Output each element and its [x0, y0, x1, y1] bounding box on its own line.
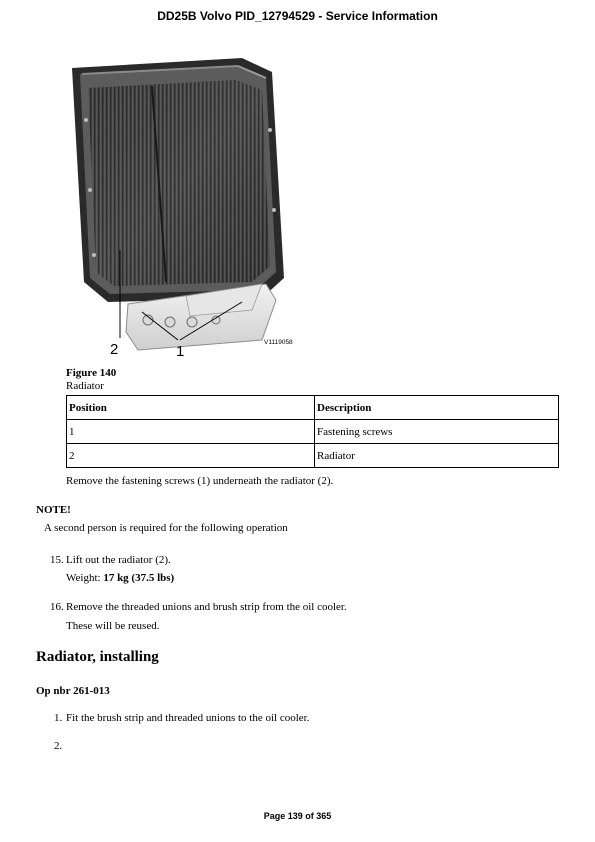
- callout-1: 1: [176, 343, 185, 360]
- table-header-position: Position: [67, 396, 315, 420]
- radiator-image: [66, 50, 318, 362]
- figure-number: Figure 140: [66, 367, 117, 379]
- position-table: [66, 395, 559, 468]
- step-15-number: 15.: [50, 554, 64, 566]
- table-cell: Fastening screws: [315, 420, 559, 444]
- step-15-text: Lift out the radiator (2).: [66, 554, 171, 566]
- table-cell: 1: [67, 420, 315, 444]
- note-label: NOTE!: [36, 504, 71, 516]
- step-16-text: Remove the threaded unions and brush strip from the oil cooler.: [66, 601, 347, 613]
- table-cell: 2: [67, 444, 315, 468]
- step-16-subtext: These will be reused.: [66, 620, 160, 632]
- step-2-number: 2.: [54, 740, 63, 752]
- step-1-number: 1.: [54, 712, 63, 724]
- figure-title: Radiator: [66, 380, 104, 392]
- table-row: [67, 444, 559, 468]
- section-title: Radiator, installing: [36, 649, 159, 665]
- remove-instruction: Remove the fastening screws (1) underneath the radiator (2).: [66, 475, 334, 487]
- weight-label: Weight:: [66, 572, 101, 584]
- page-header: DD25B Volvo PID_12794529 - Service Information: [157, 9, 438, 23]
- weight-value: 17 kg (37.5 lbs): [103, 572, 175, 584]
- table-header-description: Description: [315, 396, 559, 420]
- callout-2: 2: [110, 341, 119, 358]
- note-text: A second person is required for the following operation: [44, 522, 288, 534]
- table-header-row: [67, 396, 559, 420]
- step-1-text: Fit the brush strip and threaded unions to the oil cooler.: [66, 712, 310, 724]
- table-cell: Radiator: [315, 444, 559, 468]
- step-15-weight: [66, 571, 174, 585]
- op-number: Op nbr 261-013: [36, 685, 110, 697]
- table-row: [67, 420, 559, 444]
- step-16-number: 16.: [50, 601, 64, 613]
- image-code: V1119058: [264, 339, 293, 346]
- radiator-figure: [66, 50, 318, 362]
- page-footer: Page 139 of 365: [263, 811, 332, 821]
- figure-caption: [66, 367, 116, 393]
